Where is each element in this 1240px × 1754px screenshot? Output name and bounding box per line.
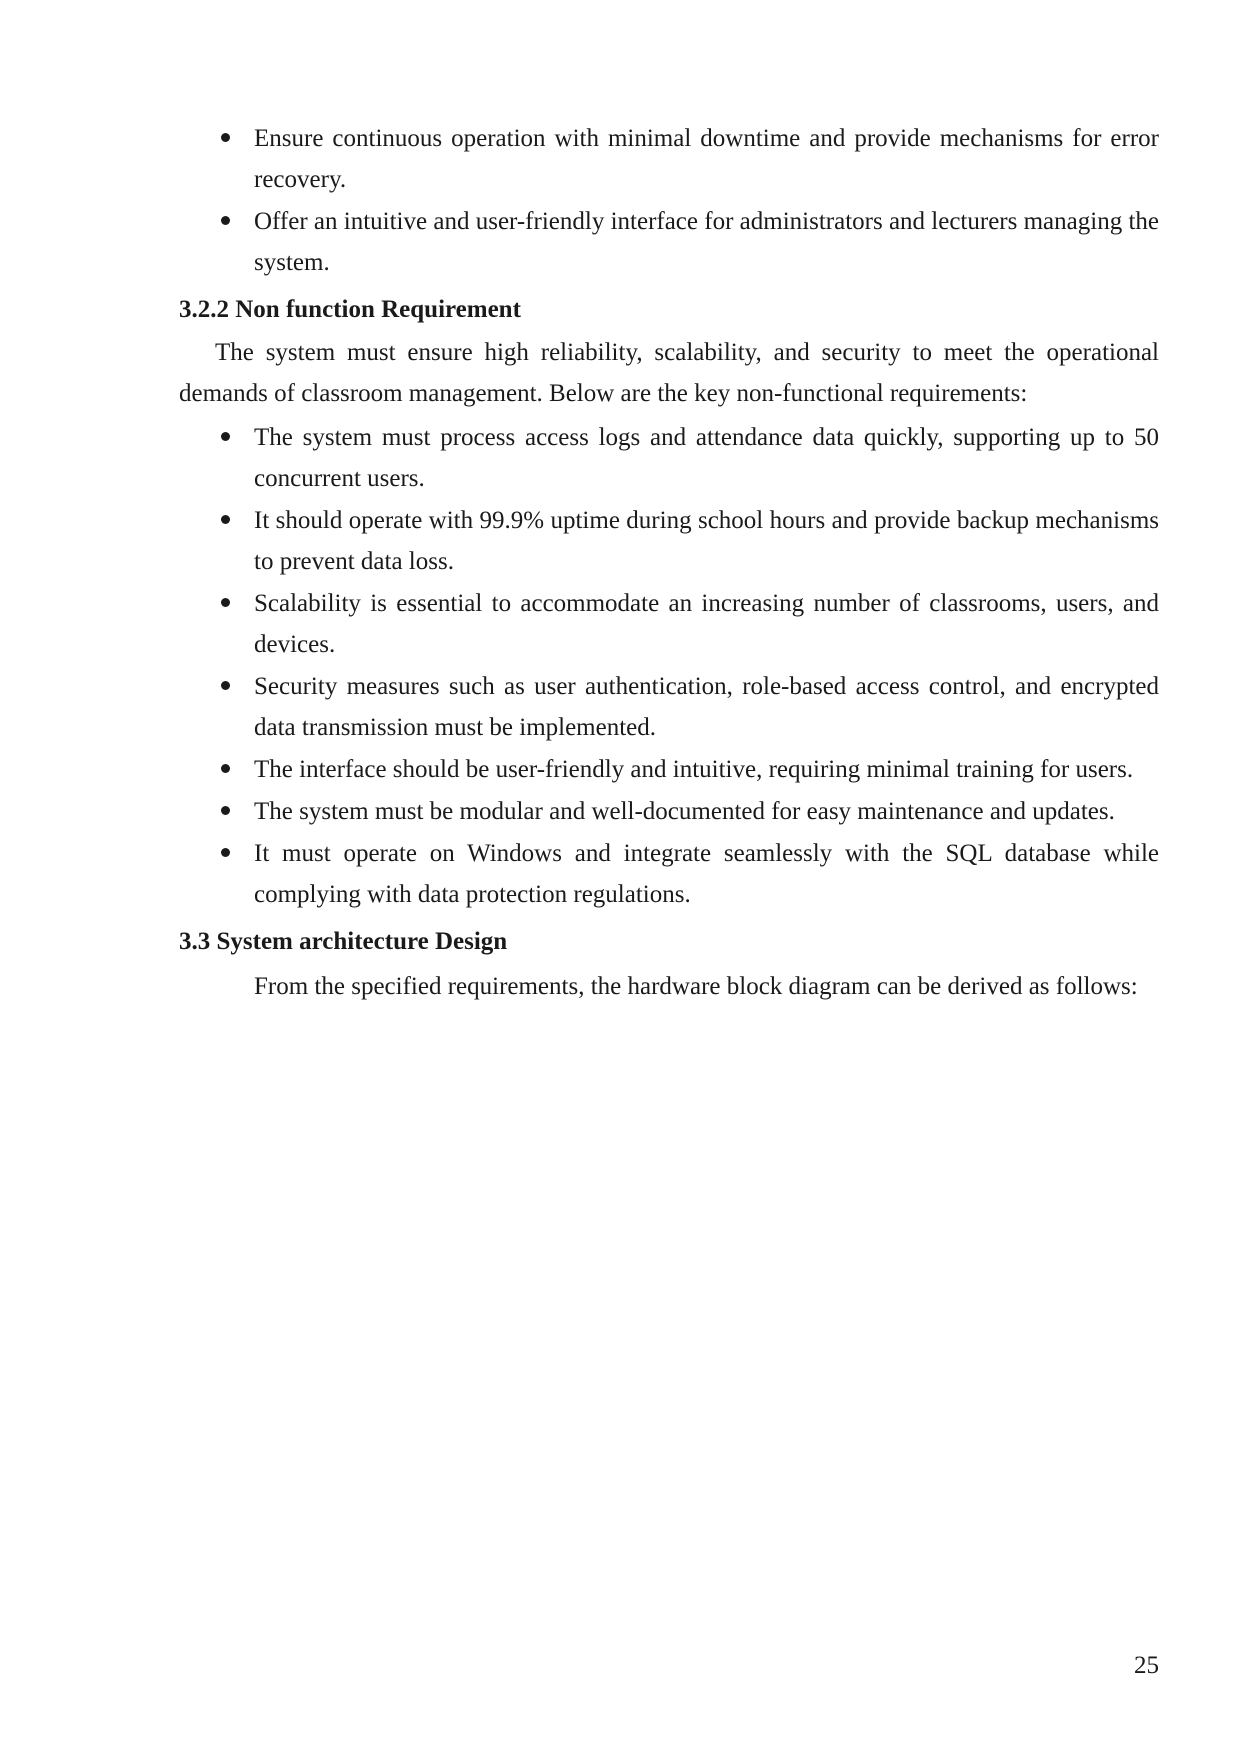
- list-item: [179, 833, 1159, 915]
- page-number: 25: [1134, 1652, 1159, 1679]
- bullet-icon: [221, 216, 230, 225]
- list-item-text: Ensure continuous operation with minimal downtime and provide mechanisms for error recovery.: [254, 125, 1159, 193]
- list-item: [179, 118, 1159, 200]
- list-item: [179, 201, 1159, 283]
- list-item-text: The interface should be user-friendly and intuitive, requiring minimal training for users.: [254, 756, 1134, 783]
- section-322-paragraph: The system must ensure high reliability, scalability, and security to meet the operational demands of classroom management. Below are the key non-functional requirements:: [179, 339, 1159, 407]
- section-heading-33: 3.3 System architecture Design: [179, 928, 508, 955]
- section-heading-322: 3.2.2 Non function Requirement: [179, 296, 521, 323]
- list-item-text: It must operate on Windows and integrate seamlessly with the SQL database while complying with data protection regulations.: [254, 840, 1159, 908]
- nonfunctional-bullet-list: [179, 417, 1159, 915]
- list-item: [179, 417, 1159, 499]
- list-item-text: The system must be modular and well-documented for easy maintenance and updates.: [254, 798, 1115, 825]
- bullet-icon: [221, 515, 230, 524]
- bullet-icon: [221, 764, 230, 773]
- list-item-text: Offer an intuitive and user-friendly interface for administrators and lecturers managing the system.: [254, 208, 1159, 276]
- list-item: [179, 791, 1159, 832]
- bullet-icon: [221, 133, 230, 142]
- bullet-icon: [221, 598, 230, 607]
- bullet-icon: [221, 848, 230, 857]
- section-33-paragraph: From the specified requirements, the hardware block diagram can be derived as follows:: [254, 973, 1138, 1000]
- list-item: [179, 666, 1159, 748]
- list-item-text: Scalability is essential to accommodate an increasing number of classrooms, users, and devices.: [254, 590, 1159, 658]
- list-item: [179, 583, 1159, 665]
- intro-bullet-list: [179, 118, 1159, 283]
- list-item-text: Security measures such as user authentication, role-based access control, and encrypted data transmission must be implemented.: [254, 673, 1159, 741]
- bullet-icon: [221, 806, 230, 815]
- list-item: [179, 749, 1159, 790]
- list-item-text: The system must process access logs and attendance data quickly, supporting up to 50 concurrent users.: [254, 424, 1159, 492]
- page-content: [179, 118, 1159, 1010]
- list-item: [179, 500, 1159, 582]
- bullet-icon: [221, 432, 230, 441]
- bullet-icon: [221, 681, 230, 690]
- list-item-text: It should operate with 99.9% uptime during school hours and provide backup mechanisms to prevent data loss.: [254, 507, 1159, 575]
